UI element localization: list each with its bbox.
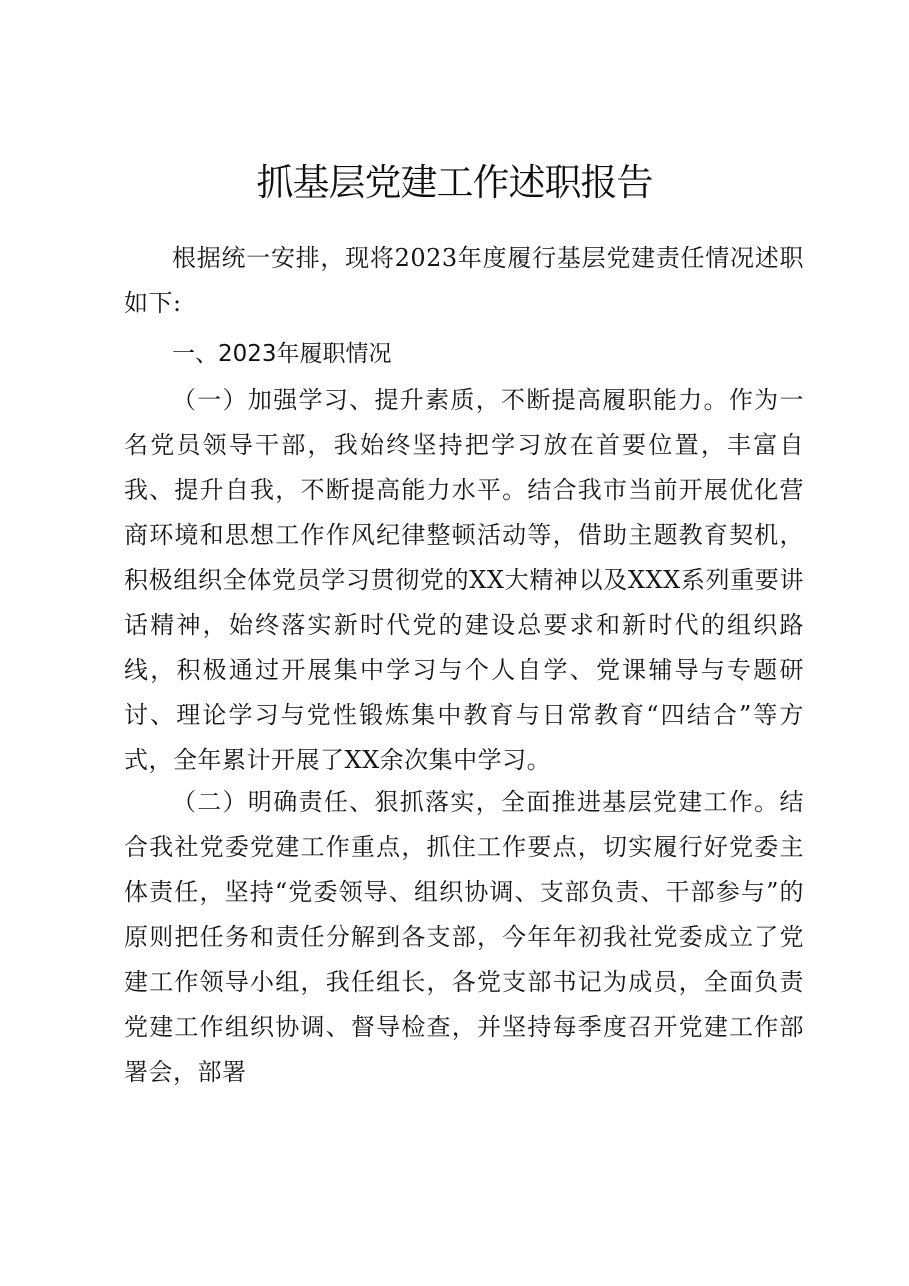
paragraph-study: （一）加强学习、提升素质，不断提高履职能力。作为一名党员领导干部，我始终坚持把学习放在首要位置，丰富自我、提升自我，不断提高能力水平。结合我市当前开展优化营商环境和思想工作作风纪律整顿活动等，借助主题教育契机，积极组织全体党员学习贯彻党的XX大精神以及XXX系列重要讲话精神，始终落实新时代党的建设总要求和新时代的组织路线，积极通过开展集中学习与个人自学、党课辅导与专题研讨、理论学习与党性锻炼集中教育与日常教育“四结合”等方式，全年累计开展了XX余次集中学习。 xyxy=(124,386,804,774)
paragraph-responsibility: （二）明确责任、狠抓落实，全面推进基层党建工作。结合我社党委党建工作重点，抓住工作要点，切实履行好党委主体责任，坚持“党委领导、组织协调、支部负责、干部参与”的原则把任务和责任分解到各支部，今年年初我社党委成立了党建工作领导小组，我任组长，各党支部书记为成员，全面负责党建工作组织协调、督导检查，并坚持每季度召开党建工作部署会，部署 xyxy=(124,788,804,1086)
intro-paragraph: 根据统一安排，现将2023年度履行基层党建责任情况述职如下: xyxy=(124,244,804,317)
document-title: 抓基层党建工作述职报告 xyxy=(256,161,653,204)
section-heading: 一、2023年履职情况 xyxy=(172,341,392,367)
